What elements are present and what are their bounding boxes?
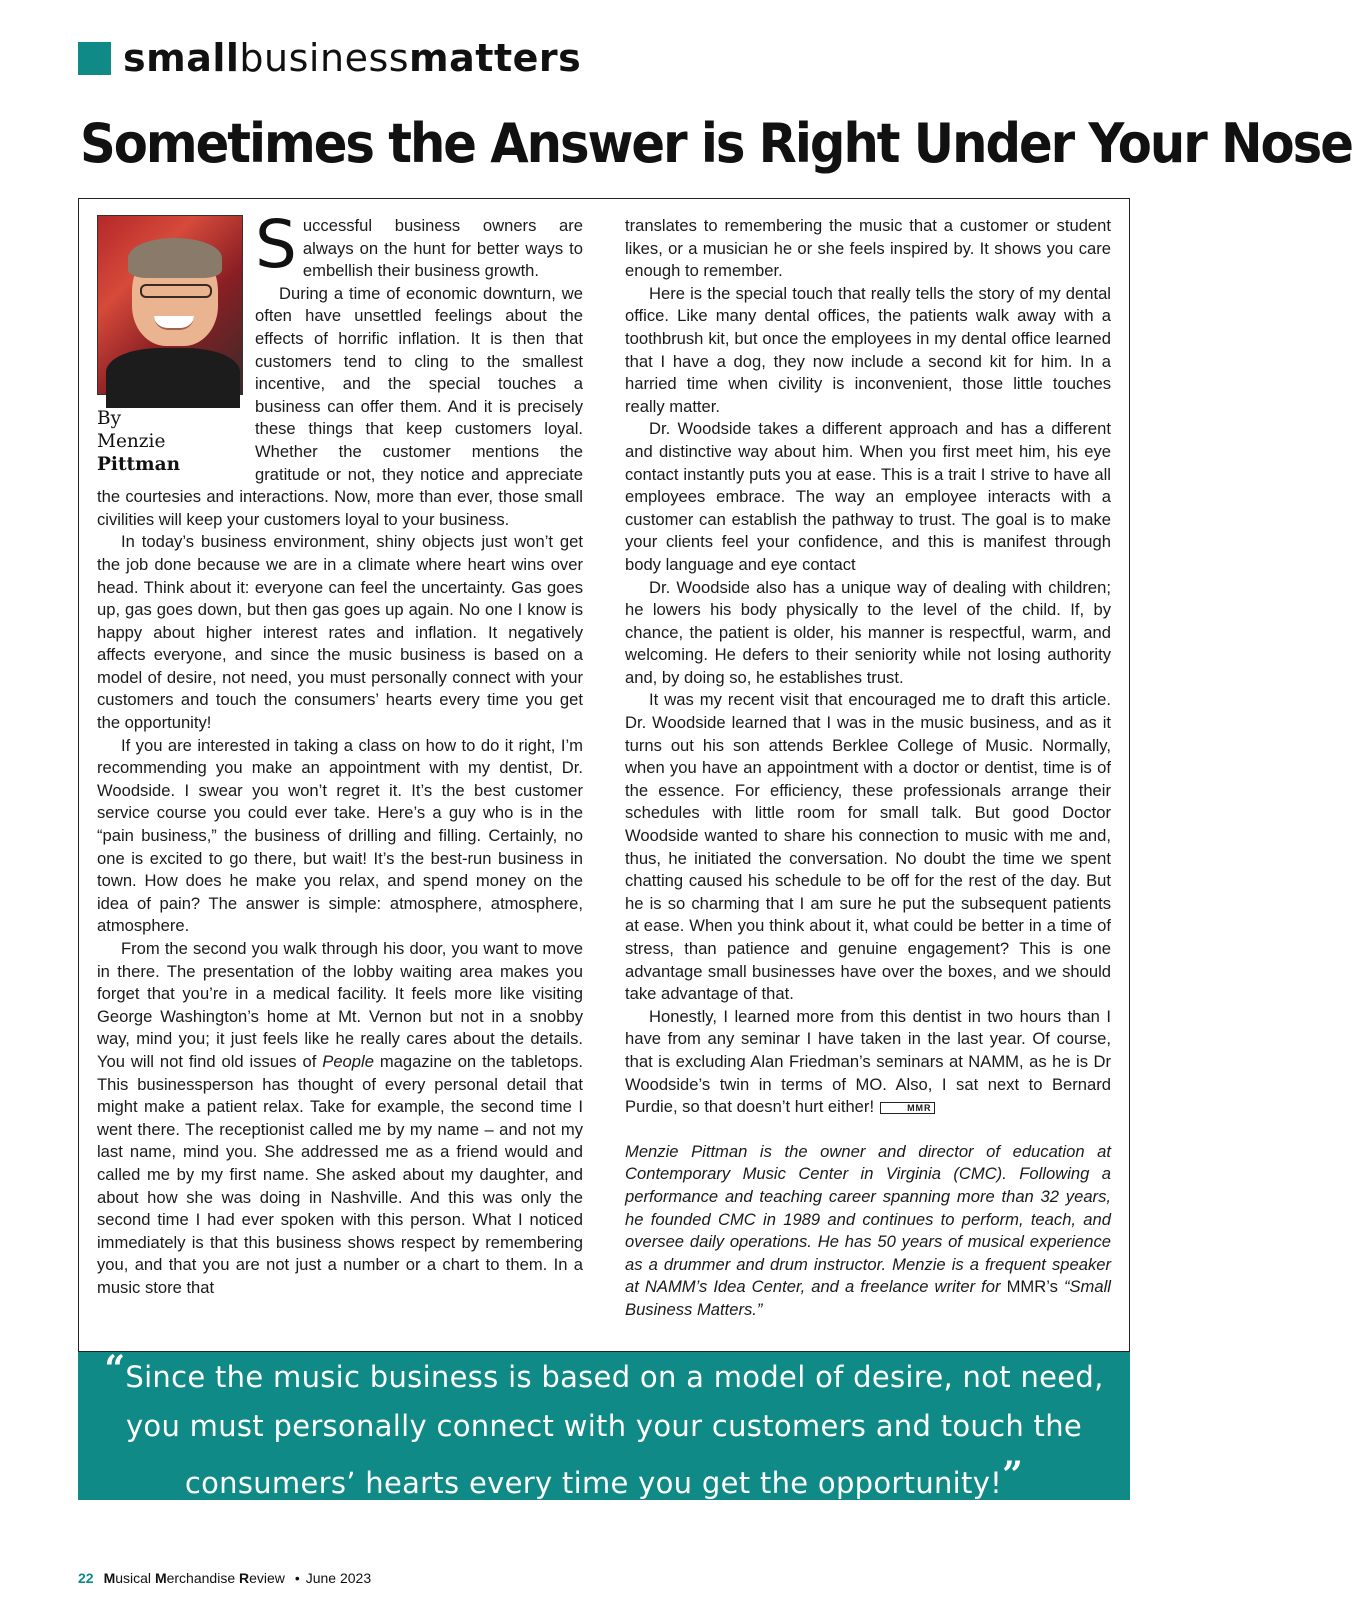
paragraph: Dr. Woodside takes a different approach and has a different and distinctive way about him. When you first meet him, his eye contact instantly puts you at ease. This is a trait I strive to have all employees embrace. The way an employee interacts with a customer can establish the pathway to trust. The goal is to make your clients feel your confidence, and this is manifest through body language and eye contact <box>625 419 1111 574</box>
page-number: 22 <box>78 1570 94 1586</box>
author-photo <box>97 215 243 395</box>
page-footer <box>78 1570 371 1586</box>
end-mark-icon: MMR <box>880 1102 935 1114</box>
drop-cap: S <box>255 206 297 283</box>
paragraph: Here is the special touch that really tells the story of my dental office. Like many dental offices, the patients walk away with a toothbrush kit, but once the employees in my dental office learned that I have a dog, they now include a second kit for him. In a harried time when civility is inconvenient, those little touches really matter. <box>625 283 1111 416</box>
paragraph: If you are interested in taking a class on how to do it right, I’m recommending you make an appointment with my dentist, Dr. Woodside. I swear you won’t regret it. It’s the best customer service course you could ever take. Here’s a guy who is in the “pain business,” the business of drilling and filling. Certainly, no one is excited to go there, but wait! It’s the best-run business in town. How does he make you relax, and spend money on the idea of pain? The answer is simple: atmosphere, atmosphere, atmosphere. <box>97 735 583 936</box>
byline: By Menzie Pittman <box>97 408 181 475</box>
paragraph: Dr. Woodside also has a unique way of dealing with children; he lowers his body physically to the level of the child. If, by chance, the patient is older, his manner is respectful, warm, and welcoming. He defers to their seniority while not losing authority and, by doing so, he establishes trust. <box>625 577 1111 687</box>
paragraph: Successful business owners are always on the hunt for better ways to embellish their business growth. <box>255 206 583 283</box>
magazine-name: Musical Merchandise Review <box>103 1570 285 1586</box>
left-column <box>97 206 584 1300</box>
paragraph: It was my recent visit that encouraged me to draft this article. Dr. Woodside learned that I was in the music business, and as it turns out his son attends Berklee College of Music. Normally, when you have an appointment with a doctor or dentist, time is of the essence. For efficiency, these professionals arrange their schedules with little room for small talk. But good Doctor Woodside wanted to share his connection to music with me and, thus, he initiated the conversation. No doubt the time we spent chatting caused his schedule to be off for the rest of the day. But he is so charming that I am sure he put the subsequent patients at ease. When you think about it, what could be better in a time of stress, than patience and genuine engagement? This is one advantage small businesses have over the boxes, and we should take advantage of that. <box>625 690 1111 1004</box>
paragraph: In today’s business environment, shiny objects just won’t get the job done because we are in a climate where heart wins over head. Think about it: everyone can feel the uncertainty. Gas goes up, gas goes down, but then gas goes up again. No one I know is happy about higher interest rates and inflation. It negatively affects everyone, and since the music business is based on a model of desire, not need, you must personally connect with your customers and touch the consumers’ hearts every time you get the opportunity! <box>97 532 583 733</box>
paragraph: translates to remembering the music that a customer or student likes, or a musician he or she feels inspired by. It shows you care enough to remember. <box>625 216 1111 281</box>
right-column <box>625 215 1111 1322</box>
article-headline: Sometimes the Answer is Right Under Your Nose <box>80 112 1352 175</box>
footer-separator: • <box>294 1570 300 1586</box>
author-block <box>97 215 245 476</box>
section-header <box>78 36 581 80</box>
author-bio: Menzie Pittman is the owner and director of education at Contemporary Music Center in Virginia (CMC). Following a performance and teaching career spanning more than 32 years, he founded CMC in 1989 and continues to perform, teach, and oversee daily operations. He has 50 years of musical experience as a drummer and drum instructor. Menzie is a frequent speaker at NAMM’s Idea Center, and a freelance writer for MMR’s “Small Business Matters.” <box>625 1141 1111 1319</box>
article-body <box>78 198 1130 1352</box>
section-title: smallbusinessmatters <box>123 36 582 80</box>
pull-quote: “Since the music business is based on a model of desire, not need, you must personally connect with your customers and touch the consumers’ hearts every time you get the opportunity!” <box>78 1352 1130 1500</box>
paragraph: Honestly, I learned more from this dentist in two hours than I have from any seminar I have taken in the last year. Of course, that is excluding Alan Friedman’s seminars at NAMM, as he is Dr Woodside’s twin in terms of MO. Also, I sat next to Bernard Purdie, so that doesn’t hurt either! MMR <box>625 1006 1111 1117</box>
issue-date: June 2023 <box>305 1570 372 1586</box>
paragraph: During a time of economic downturn, we often have unsettled feelings about the effects of horrific inflation. It is then that customers tend to cling to the smallest incentive, and the special touches a business can offer them. And it is precisely these things that keep customers loyal. Whether the customer mentions the gratitude or not, they notice and appreciate the courtesies and interactions. Now, more than ever, those small civilities will keep your customers loyal to your business. <box>97 283 583 529</box>
section-marker <box>78 42 111 75</box>
paragraph: From the second you walk through his door, you want to move in there. The presentation of the lobby waiting area makes you forget that you’re in a medical facility. It feels more like visiting George Washington’s home at Mt. Vernon but not in a snobby way, mind you; it just feels like he really cares about the details. You will not find old issues of People magazine on the tabletops. This businessperson has thought of every personal detail that might make a patient relax. Take for example, the second time I went there. The receptionist called me by my name – and not my last name, mind you. She addressed me as a friend would and called me by my first name. She asked about my daughter, and about how she was doing in Nashville. And this was only the second time I had ever spoken with this person. What I noticed immediately is that this business shows respect by remembering you, and that you are not just a number or a chart to them. In a music store that <box>97 939 584 1297</box>
close-quote-icon: ” <box>1002 1453 1024 1496</box>
open-quote-icon: “ <box>104 1347 126 1390</box>
